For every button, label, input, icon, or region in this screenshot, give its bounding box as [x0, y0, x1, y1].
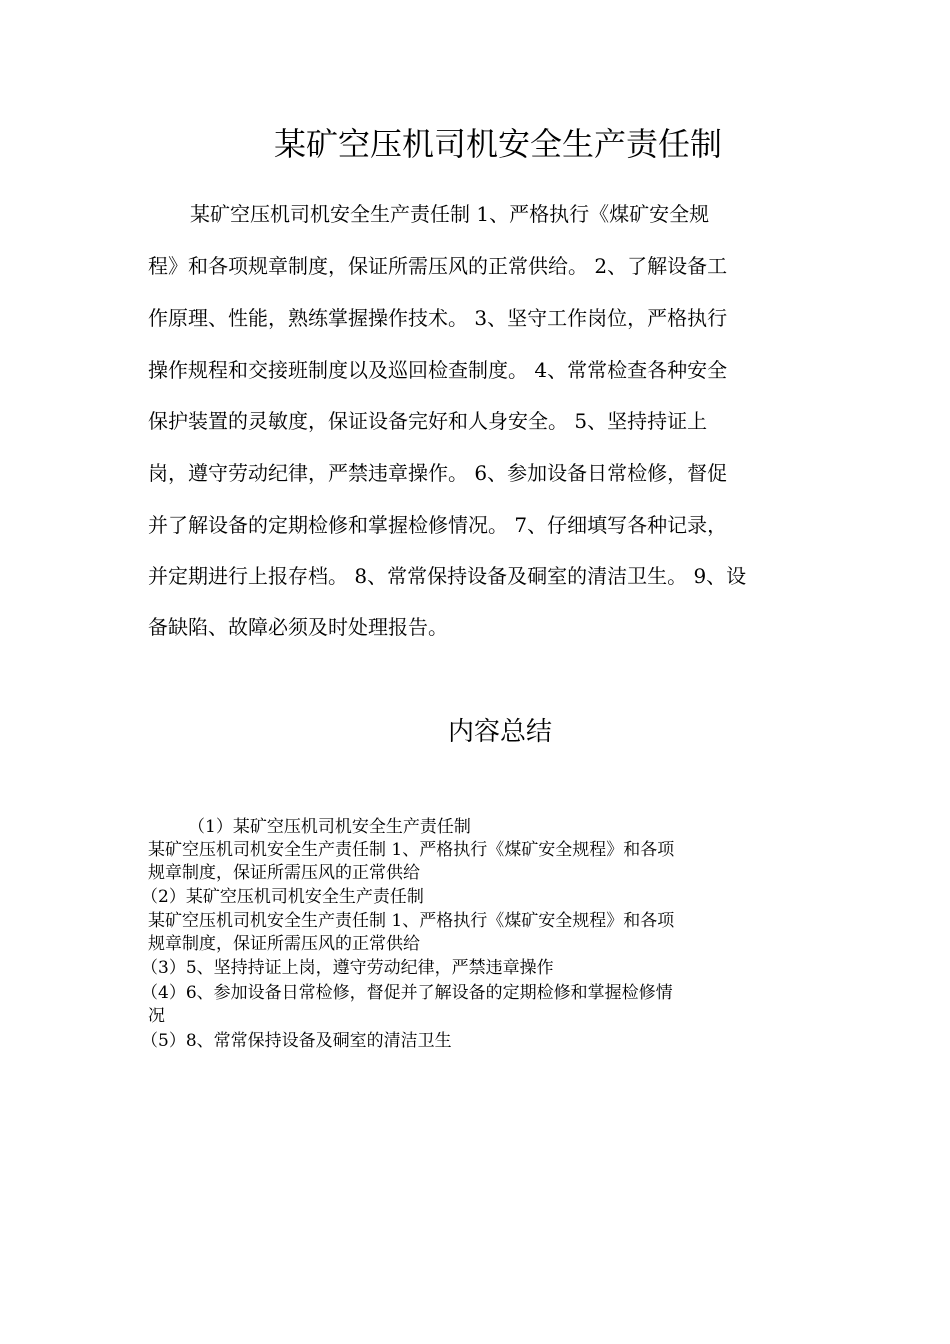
- body-line: 程》和各项规章制度，保证所需压风的正常供给。 2、了解设备工: [148, 254, 728, 278]
- body-line: 备缺陷、故障必须及时处理报告。: [148, 615, 448, 639]
- document-title: 某矿空压机司机安全生产责任制: [274, 125, 723, 163]
- body-line: 某矿空压机司机安全生产责任制 1、严格执行《煤矿安全规: [190, 202, 710, 226]
- summary-item: （4）6、参加设备日常检修，督促并了解设备的定期检修和掌握检修情: [141, 983, 673, 1003]
- summary-title: 内容总结: [448, 717, 553, 747]
- summary-item: （2）某矿空压机司机安全生产责任制: [141, 887, 424, 907]
- summary-item: 某矿空压机司机安全生产责任制 1、严格执行《煤矿安全规程》和各项: [148, 840, 675, 860]
- summary-item: 某矿空压机司机安全生产责任制 1、严格执行《煤矿安全规程》和各项: [148, 911, 675, 931]
- summary-item: 规章制度，保证所需压风的正常供给: [148, 863, 420, 883]
- summary-item: （1）某矿空压机司机安全生产责任制: [188, 817, 471, 837]
- body-line: 并定期进行上报存档。 8、常常保持设备及硐室的清洁卫生。 9、设: [148, 564, 747, 588]
- summary-item: （3）5、坚持持证上岗，遵守劳动纪律，严禁违章操作: [141, 958, 554, 978]
- body-line: 并了解设备的定期检修和掌握检修情况。 7、仔细填写各种记录，: [148, 513, 728, 537]
- body-line: 作原理、性能，熟练掌握操作技术。 3、坚守工作岗位，严格执行: [148, 306, 728, 330]
- body-line: 操作规程和交接班制度以及巡回检查制度。 4、常常检查各种安全: [148, 358, 728, 382]
- body-line: 岗，遵守劳动纪律，严禁违章操作。 6、参加设备日常检修，督促: [148, 461, 728, 485]
- summary-item: 况: [148, 1006, 165, 1026]
- summary-item: （5）8、常常保持设备及硐室的清洁卫生: [141, 1031, 452, 1051]
- body-line: 保护装置的灵敏度，保证设备完好和人身安全。 5、坚持持证上: [148, 409, 708, 433]
- summary-item: 规章制度，保证所需压风的正常供给: [148, 934, 420, 954]
